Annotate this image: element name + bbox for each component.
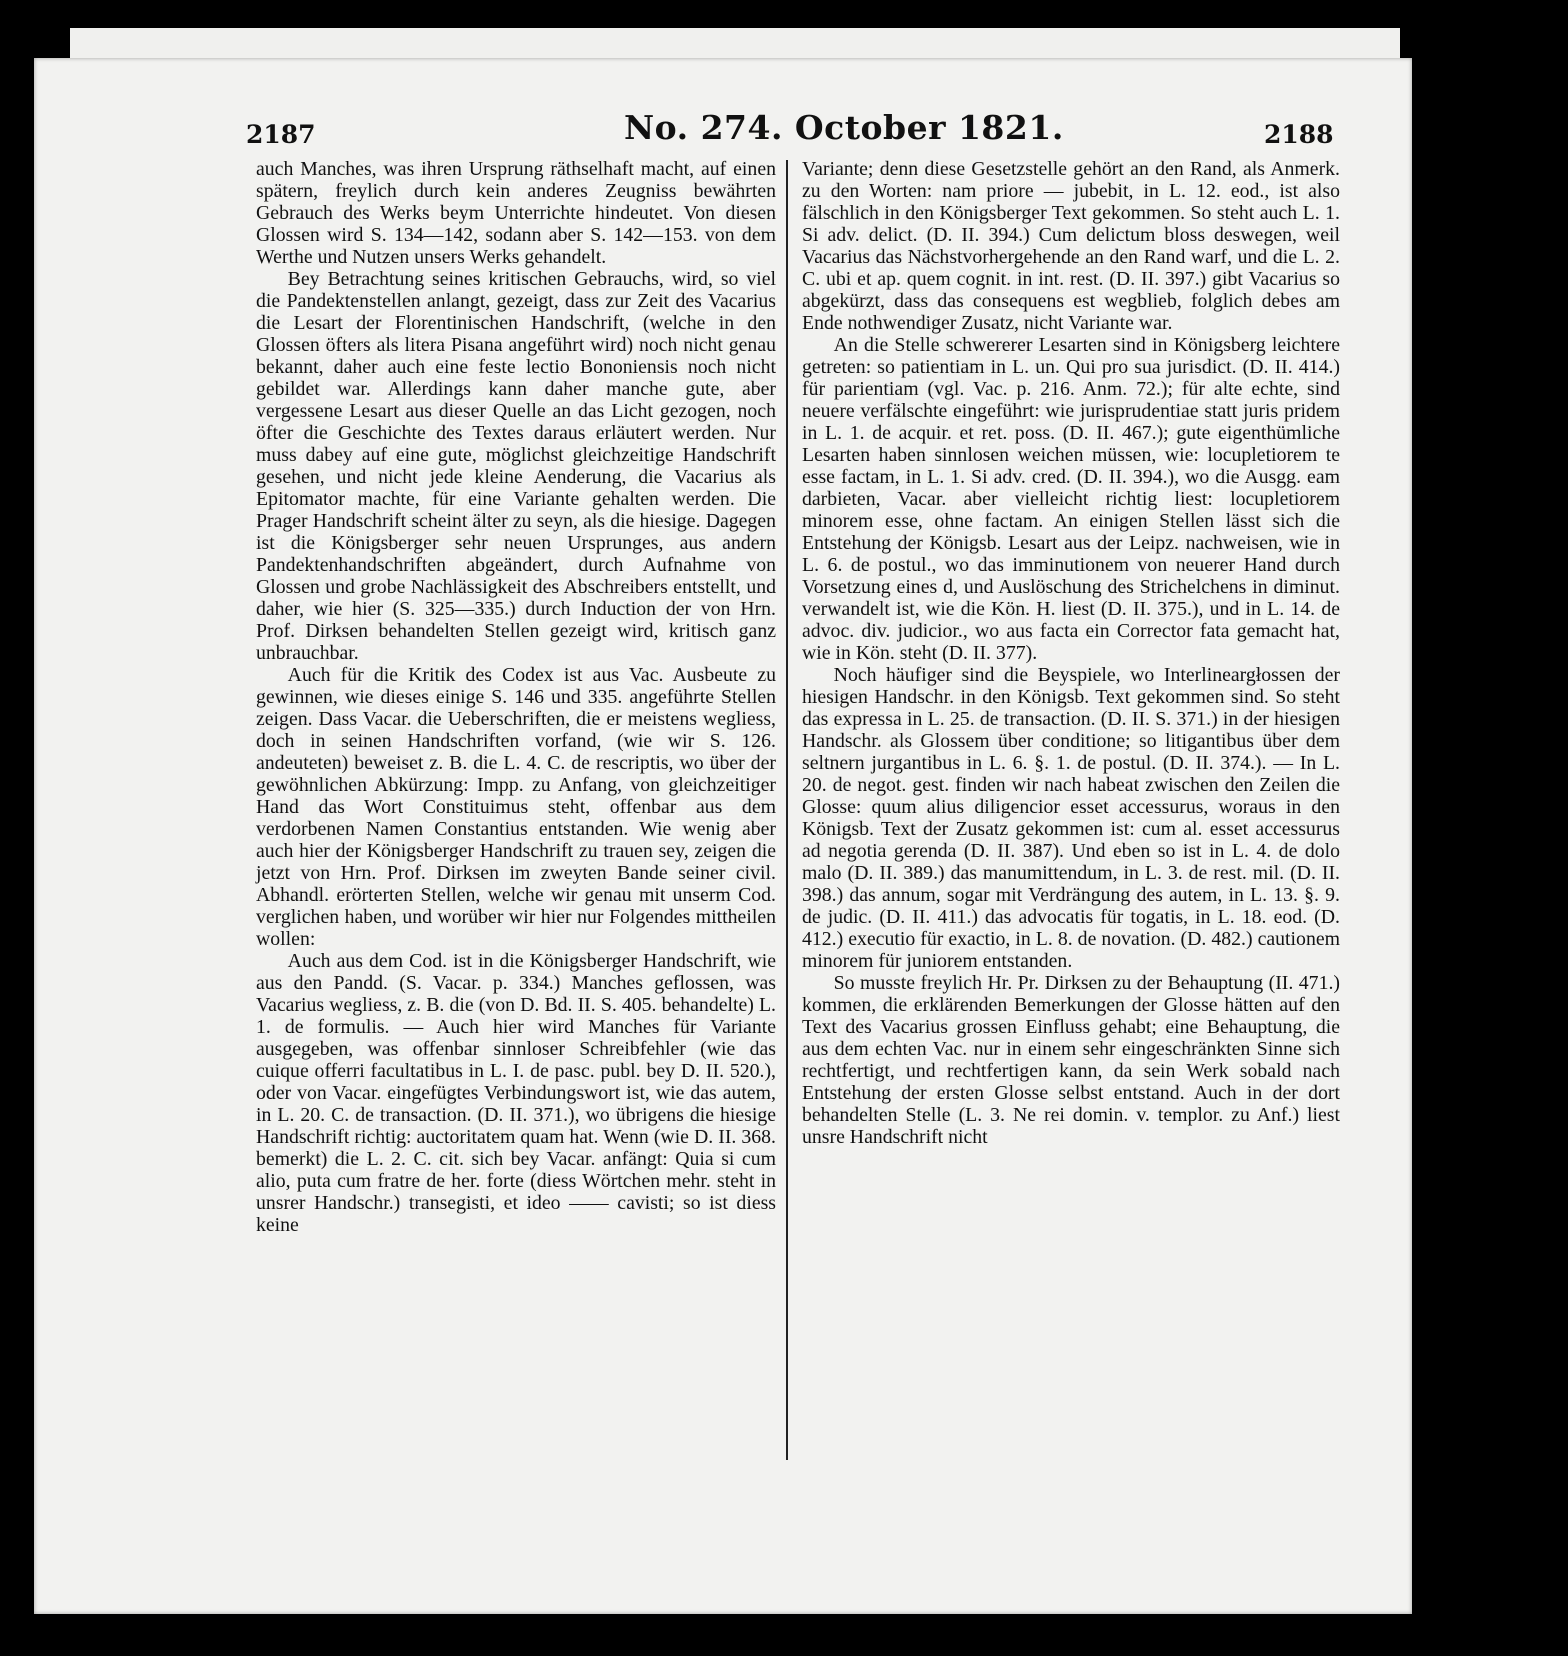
right-paragraph: Variante; denn diese Gesetzstelle gehört an den Rand, als Anmerk. zu den Worten: nam priore — jubebit, in L. 12. eod., ist also fälschlich in den Königsberger Text gekommen. So steht auch L. 1. Si adv. delict. (D. II. 394.) Cum delictum bloss deswegen, weil Vacarius das Nächstvorhergehende an den Rand warf, und die L. 2. C. ubi et ap. quem cognit. in int. rest. (D. II. 397.) gibt Vacarius so abgekürzt, dass das consequens est wegblieb, folglich debes am Ende nothwendiger Zusatz, nicht Variante war. bbox=[802, 158, 1340, 334]
page-number-left: 2187 bbox=[246, 120, 316, 149]
right-paragraph: An die Stelle schwererer Lesarten sind in Königsberg leichtere getreten: so patientiam in L. un. Qui pro sua jurisdict. (D. II. 414.) für parientiam (vgl. Vac. p. 216. Anm. 72.); für alte echte, sind neuere verfälschte eingeführt: wie jurisprudentiae statt juris pridem in L. 1. de acquir. et ret. poss. (D. II. 467.); gute eigenthümliche Lesarten haben sinnlosen weichen müssen, wie: locupletiorem te esse factam, in L. 1. Si adv. cred. (D. II. 394.), wo die Ausgg. eam darbieten, Vacar. aber vielleicht richtig liest: locupletiorem minorem esse, ohne factam. An einigen Stellen lässt sich die Entstehung der Königsb. Lesart aus der Leipz. nachweisen, wie in L. 6. de postul., wo das imminutionem von neuerer Hand durch Vorsetzung eines d, und Auslöschung des Strichelchens in diminut. verwandelt ist, wie die Kön. H. liest (D. II. 375.), und in L. 14. de advoc. div. judicior., wo aus facta ein Corrector fata gemacht hat, wie in Kön. steht (D. II. 377). bbox=[802, 334, 1340, 664]
left-paragraph: Auch für die Kritik des Codex ist aus Vac. Ausbeute zu gewinnen, wie dieses einige S. 146 und 335. angeführte Stellen zeigen. Dass Vacar. die Ueberschriften, die er meistens wegliess, doch in seinen Handschriften vorfand, (wie wir S. 126. andeuteten) beweiset z. B. die L. 4. C. de rescriptis, wo über der gewöhnlichen Abkürzung: Impp. zu Anfang, von gleichzeitiger Hand das Wort Constituimus steht, offenbar aus dem verdorbenen Namen Constantius entstanden. Wie wenig aber auch hier der Königsberger Handschrift zu trauen sey, zeigen die jetzt von Hrn. Prof. Dirksen im zweyten Bande seiner civil. Abhandl. erörterten Stellen, welche wir genau mit unserm Cod. verglichen haben, und worüber wir hier nur Folgendes mittheilen wollen: bbox=[256, 664, 776, 950]
page-header-title: No. 274. October 1821. bbox=[624, 108, 1064, 147]
left-paragraph: Bey Betrachtung seines kritischen Gebrauchs, wird, so viel die Pandektenstellen anlangt, gezeigt, dass zur Zeit des Vacarius die Lesart der Florentinischen Handschrift, (welche in den Glossen öfters als litera Pisana angeführt wird) noch nicht genau bekannt, daher auch eine feste lectio Bononiensis noch nicht gebildet war. Allerdings kann daher manche gute, aber vergessene Lesart aus dieser Quelle an das Licht gezogen, noch öfter die Geschichte des Textes daraus erläutert werden. Nur muss dabey auf eine gute, möglichst gleichzeitige Handschrift gesehen, und nicht jede kleine Aenderung, die Vacarius als Epitomator machte, für eine Variante gehalten werden. Die Prager Handschrift scheint älter zu seyn, als die hiesige. Dagegen ist die Königsberger sehr neuen Ursprunges, aus andern Pandektenhandschriften abgeändert, durch Aufnahme von Glossen und grobe Nachlässigkeit des Abschreibers entstellt, und daher, wie hier (S. 325—335.) durch Induction der von Hrn. Prof. Dirksen behandelten Stellen gezeigt wird, kritisch ganz unbrauchbar. bbox=[256, 268, 776, 664]
right-paragraph: So musste freylich Hr. Pr. Dirksen zu der Behauptung (II. 471.) kommen, die erklärenden Bemerkungen der Glosse hätten auf den Text des Vacarius grossen Einfluss gehabt; eine Behauptung, die aus dem echten Vac. nur in einem sehr eingeschränkten Sinne sich rechtfertigt, und rechtfertigen kann, da sein Werk sobald nach Entstehung der ersten Glosse selbst entstand. Auch in der dort behandelten Stelle (L. 3. Ne rei domin. v. templor. zu Anf.) liest unsre Handschrift nicht bbox=[802, 972, 1340, 1148]
left-paragraph: auch Manches, was ihren Ursprung räthselhaft macht, auf einen spätern, freylich durch kein anderes Zeugniss bewährten Gebrauch des Werks beym Unterrichte hindeutet. Von diesen Glossen wird S. 134—142, sodann aber S. 142—153. von dem Werthe und Nutzen unsers Werks gehandelt. bbox=[256, 158, 776, 268]
left-column bbox=[256, 158, 776, 1236]
column-divider bbox=[786, 160, 788, 1460]
right-column bbox=[802, 158, 1340, 1148]
right-paragraph: Noch häufiger sind die Beyspiele, wo Interlineargłossen der hiesigen Handschr. in den Königsb. Text gekommen sind. So steht das expressa in L. 25. de transaction. (D. II. S. 371.) in der hiesigen Handschr. als Glossem über conditione; so litigantibus über dem seltnern jurgantibus in L. 6. §. 1. de postul. (D. II. 374.). — In L. 20. de negot. gest. finden wir nach habeat zwischen den Zeilen die Glosse: quum alius diligencior esset accessurus, woraus in den Königsb. Text der Zusatz gekommen ist: cum al. esset accessurus ad negotia gerenda (D. II. 387). Und eben so ist in L. 4. de dolo malo (D. II. 389.) das manumittendum, in L. 3. de rest. mil. (D. II. 398.) das annum, sogar mit Verdrängung des autem, in L. 13. §. 9. de judic. (D. II. 411.) das advocatis für togatis, in L. 18. eod. (D. 412.) executio für exactio, in L. 8. de novation. (D. 482.) cautionem minorem für juniorem entstanden. bbox=[802, 664, 1340, 972]
page-number-right: 2188 bbox=[1264, 120, 1334, 149]
left-paragraph: Auch aus dem Cod. ist in die Königsberger Handschrift, wie aus den Pandd. (S. Vacar. p. 334.) Manches geflossen, was Vacarius wegliess, z. B. die (von D. Bd. II. S. 405. behandelte) L. 1. de formulis. — Auch hier wird Manches für Variante ausgegeben, was offenbar sinnloser Schreibfehler (wie das cuique offerri facultatibus in L. I. de pasc. publ. bey D. II. 520.), oder von Vacar. eingefügtes Verbindungswort ist, wie das autem, in L. 20. C. de transaction. (D. II. 371.), wo übrigens die hiesige Handschrift richtig: auctoritatem quam hat. Wenn (wie D. II. 368. bemerkt) die L. 2. C. cit. sich bey Vacar. anfängt: Quia si cum alio, puta cum fratre de her. forte (diess Wörtchen mehr. steht in unsrer Handschr.) transegisti, et ideo —— cavisti; so ist diess keine bbox=[256, 950, 776, 1236]
